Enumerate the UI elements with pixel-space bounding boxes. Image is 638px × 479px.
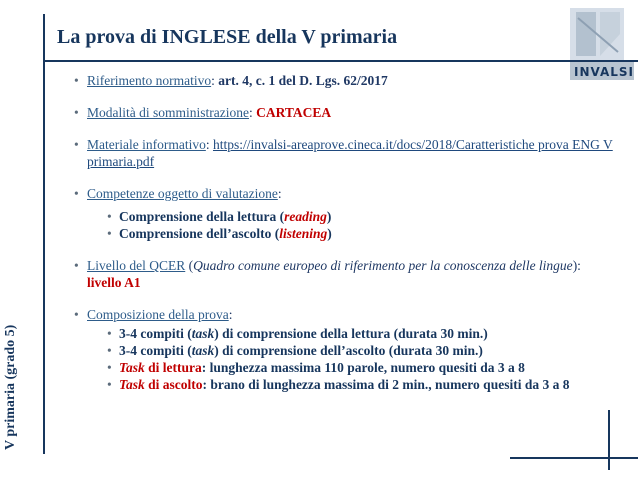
bullet-label: Livello del QCER (87, 258, 186, 273)
invalsi-logo-icon (570, 8, 624, 60)
sub-text: Comprensione della lettura ( (119, 209, 285, 224)
sub-text: ) di comprensione dell’ascolto (durata 30 min.) (214, 343, 483, 358)
sub-em: task (191, 343, 215, 358)
bullet-livello (74, 257, 614, 291)
separator: ): (572, 258, 581, 273)
page-title: La prova di INGLESE della V primaria (57, 26, 398, 48)
separator: : (228, 307, 233, 322)
bullet-label: Competenze oggetto di valutazione (87, 186, 278, 201)
bullet-label: Materiale informativo (87, 137, 206, 152)
italic-text: Quadro comune europeo di riferimento per la conoscenza delle lingue (193, 258, 573, 273)
sub-red: di lettura (144, 360, 202, 375)
title-underline (43, 60, 638, 62)
left-divider (43, 14, 45, 454)
sub-text: ) (326, 209, 332, 224)
sub-text: 3-4 compiti ( (119, 326, 192, 341)
sub-item (107, 225, 614, 242)
separator: : (248, 105, 257, 120)
sub-text: : brano di lunghezza massima di 2 min., numero quesiti da 3 a 8 (202, 377, 570, 392)
sub-text: ) (327, 226, 332, 241)
bottom-decoration-line (510, 457, 638, 459)
sub-em: task (191, 326, 215, 341)
sub-text: 3-4 compiti ( (119, 343, 192, 358)
materiale-link[interactable]: https://invalsi-areaprove.cineca.it/docs/2018/Caratteristiche prova ENG V primaria.pdf (87, 137, 613, 169)
bullet-value: CARTACEA (256, 105, 332, 120)
bullet-riferimento (74, 72, 614, 89)
sub-item (107, 376, 614, 393)
bullet-modalita (74, 104, 614, 121)
sub-em: reading (284, 209, 327, 224)
sub-text: Comprensione dell’ascolto ( (119, 226, 280, 241)
sub-em: Task (119, 360, 145, 375)
sub-text: : lunghezza massima 110 parole, numero quesiti da 3 a 8 (201, 360, 525, 375)
sub-list (107, 208, 614, 242)
content (74, 72, 614, 408)
bullet-label: Modalità di somministrazione (87, 105, 249, 120)
bullet-value: livello A1 (87, 275, 141, 290)
sub-item (107, 342, 614, 359)
bullet-competenze (74, 185, 614, 242)
separator: ( (185, 258, 194, 273)
bullet-materiale (74, 136, 614, 170)
sub-list (107, 325, 614, 393)
sub-red: di ascolto (144, 377, 203, 392)
sub-item (107, 325, 614, 342)
sub-em: listening (279, 226, 328, 241)
right-decoration-line (608, 410, 610, 470)
side-label-text: V primaria (grado 5) (3, 324, 18, 450)
bullet-label: Riferimento normativo (87, 73, 212, 88)
sub-item (107, 359, 614, 376)
bullet-composizione (74, 306, 614, 393)
logo-text: INVALSI (574, 65, 635, 79)
sub-em: Task (119, 377, 145, 392)
separator: : (205, 137, 213, 152)
separator: : (277, 186, 282, 201)
bullet-value: art. 4, c. 1 del D. Lgs. 62/2017 (218, 73, 388, 88)
sub-text: ) di comprensione della lettura (durata 30 min.) (214, 326, 488, 341)
separator: : (211, 73, 219, 88)
sub-item (107, 208, 614, 225)
bullet-label: Composizione della prova (87, 307, 229, 322)
